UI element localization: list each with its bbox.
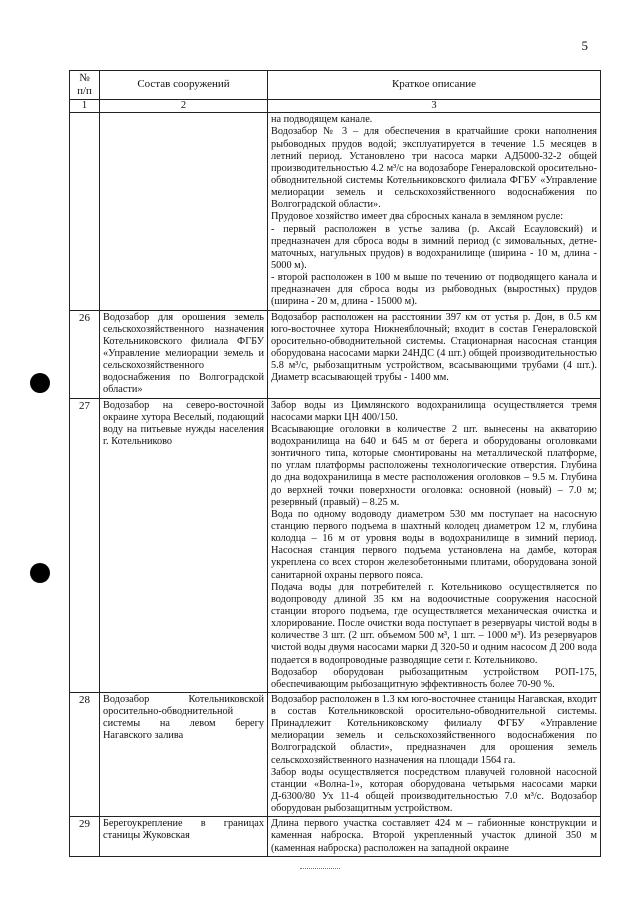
description-paragraph: Длина первого участка составляет 424 м – габионные конструкции и каменная наброска. Второй укрепленный участок длиной 350 м (каменная наброска) расположен на западной окраине <box>271 818 597 854</box>
table-body <box>70 113 601 856</box>
description-paragraph: Подача воды для потребителей г. Котельниково осуществляется по водопроводу длиной 35 км на водоочистные сооружения насосной станции второго подъема, где осуществляется механическая очистка и хлорирование. После очистки вода поступает в резервуары чистой воды в количестве 3 шт. (2 шт. объемом 500 м³, 1 шт. – 1000 м³). Из резервуаров чистой воды двумя насосами марки Д 320-50 и одним насосом Д 200 вода подается в водопроводные разводящие сети г. Котельниково. <box>271 581 597 666</box>
header-idx-2: 2 <box>100 99 268 112</box>
row-number: 26 <box>70 310 100 398</box>
row-number: 28 <box>70 692 100 816</box>
binder-hole <box>30 373 50 393</box>
structures-table <box>69 70 601 857</box>
row-number: 29 <box>70 817 100 856</box>
description-paragraph: Прудовое хозяйство имеет два сбросных канала в земляном русле: <box>271 211 564 223</box>
structure-description <box>268 817 601 856</box>
structure-name <box>100 113 268 310</box>
description-paragraph: Всасывающие оголовки в количестве 2 шт. вынесены на акваторию водохранилища на 640 и 645 м от берега и оборудованы оголовками зонтичного типа, которые смонтированы на металлической платформе, по углам платформы расположены технологические отверстия. Глубина до дна водохранилища в месте расположения оголовков – 9.5 м. Глубина до верхней точки поверхности оголовка: основной (новый) – 7.0 м; резервный (правый) – 8.25 м. <box>271 423 597 508</box>
divider <box>300 868 340 869</box>
table-row <box>70 817 601 856</box>
description-paragraph: Забор воды осуществляется посредством плавучей головной насосной станции «Волна-1», которая оборудована четырьмя насосами марки Д-6300/80 Ух 11-4 общей производительностью 7.0 м³/с. Водозабор оборудован рыбозащитным устройством. <box>271 766 597 815</box>
structure-description <box>268 692 601 816</box>
binder-hole <box>30 563 50 583</box>
structure-description <box>268 398 601 692</box>
header-num: № п/п <box>70 71 100 100</box>
row-number: 27 <box>70 398 100 692</box>
structure-description <box>268 113 601 310</box>
table-row <box>70 398 601 692</box>
table-row <box>70 113 601 310</box>
description-paragraph: Водозабор оборудован рыбозащитным устройством РОП-175, обеспечивающим рыбозащитную эффективность более 70-90 %. <box>271 666 597 690</box>
description-paragraph: Водозабор № 3 – для обеспечения в кратчайшие сроки наполнения рыбоводных прудов водой; эксплуатируется в течение 1.5 месяцев в летний период. Установлено три насоса марки АД5000-32-2 общей производительностью 4.2 м³/с на водозаборе Генераловской оросительно-обводнительной системы Котельниковского филиала ФГБУ «Управление мелиорации земель и сельскохозяйственного водоснабжения по Волгоградской области». <box>271 126 597 211</box>
description-paragraph: - второй расположен в 100 м выше по течению от подводящего канала и предназначен для сброса воды из рыбоводных (выростных) прудов (ширина - 20 м, длина - 15000 м). <box>271 272 597 308</box>
description-paragraph: Вода по одному водоводу диаметром 530 мм поступает на насосную станцию первого подъема в шахтный колодец диаметром 12 м, глубина колодца – 16 м от уровня воды в водохранилище в зимний период. Насосная станция первого подъема установлена на дамбе, которая укреплена со всех сторон железобетонными плитами, оборудована зоной санитарной охраны первого пояса. <box>271 508 597 581</box>
table-row <box>70 310 601 398</box>
header-idx-1: 1 <box>70 99 100 112</box>
header-name: Состав сооружений <box>100 71 268 100</box>
structure-description <box>268 310 601 398</box>
description-paragraph: - первый расположен в устье залива (р. Аксай Есауловский) и предназначен для сброса воды в зимний период (с зимовальных, детне-маточных, нагульных прудов) в водохранилище (ширина - 10 м, длина - 5000 м). <box>271 223 597 271</box>
header-idx-3: 3 <box>268 99 601 112</box>
header-desc: Краткое описание <box>268 71 601 100</box>
description-paragraph: Забор воды из Цимлянского водохранилища осуществляется тремя насосами марки ЦН 400/150. <box>271 399 597 423</box>
description-paragraph: Водозабор расположен в 1.3 км юго-восточнее станицы Нагавская, входит в состав Котельниковской оросительно-обводнительной системы. Принадлежит Котельниковскому филиалу ФГБУ «Управление мелиорации земель и сельскохозяйственного водоснабжения по Волгоградской области», предназначен для орошения земель сельскохозяйственного назначения на площади 1564 га. <box>271 693 597 766</box>
structure-name: Водозабор на северо-восточной окраине хутора Веселый, подающий воду на питьевые нужды населения г. Котельниково <box>100 398 268 692</box>
table-row <box>70 692 601 816</box>
structure-name: Водозабор для орошения земель сельскохозяйственного назначения Котельниковского филиала ФГБУ «Управление мелиорации земель и сельскохозяйственного водоснабжения по Волгоградской области» <box>100 310 268 398</box>
structure-name: Берегоукрепление в границах станицы Жуковская <box>100 817 268 856</box>
row-number <box>70 113 100 310</box>
description-paragraph: на подводящем канале. <box>271 114 373 126</box>
description-paragraph: Водозабор расположен на расстоянии 397 км от устья р. Дон, в 0.5 км юго-восточнее хутора Нижнеяблочный; входит в состав Генераловской оросительно-обводнительной системы. Стационарная насосная станция оборудована насосами марки 24НДС (4 шт.) общей производительностью 5.8 м³/с, рыбозащитным устройством, всасывающими трубами (4 шт.). Диаметр всасывающей трубы - 1400 мм. <box>271 311 597 384</box>
page-number: 5 <box>581 38 588 53</box>
structure-name: Водозабор Котельниковской оросительно-обводнительной системы на левом берегу Нагавского залива <box>100 692 268 816</box>
